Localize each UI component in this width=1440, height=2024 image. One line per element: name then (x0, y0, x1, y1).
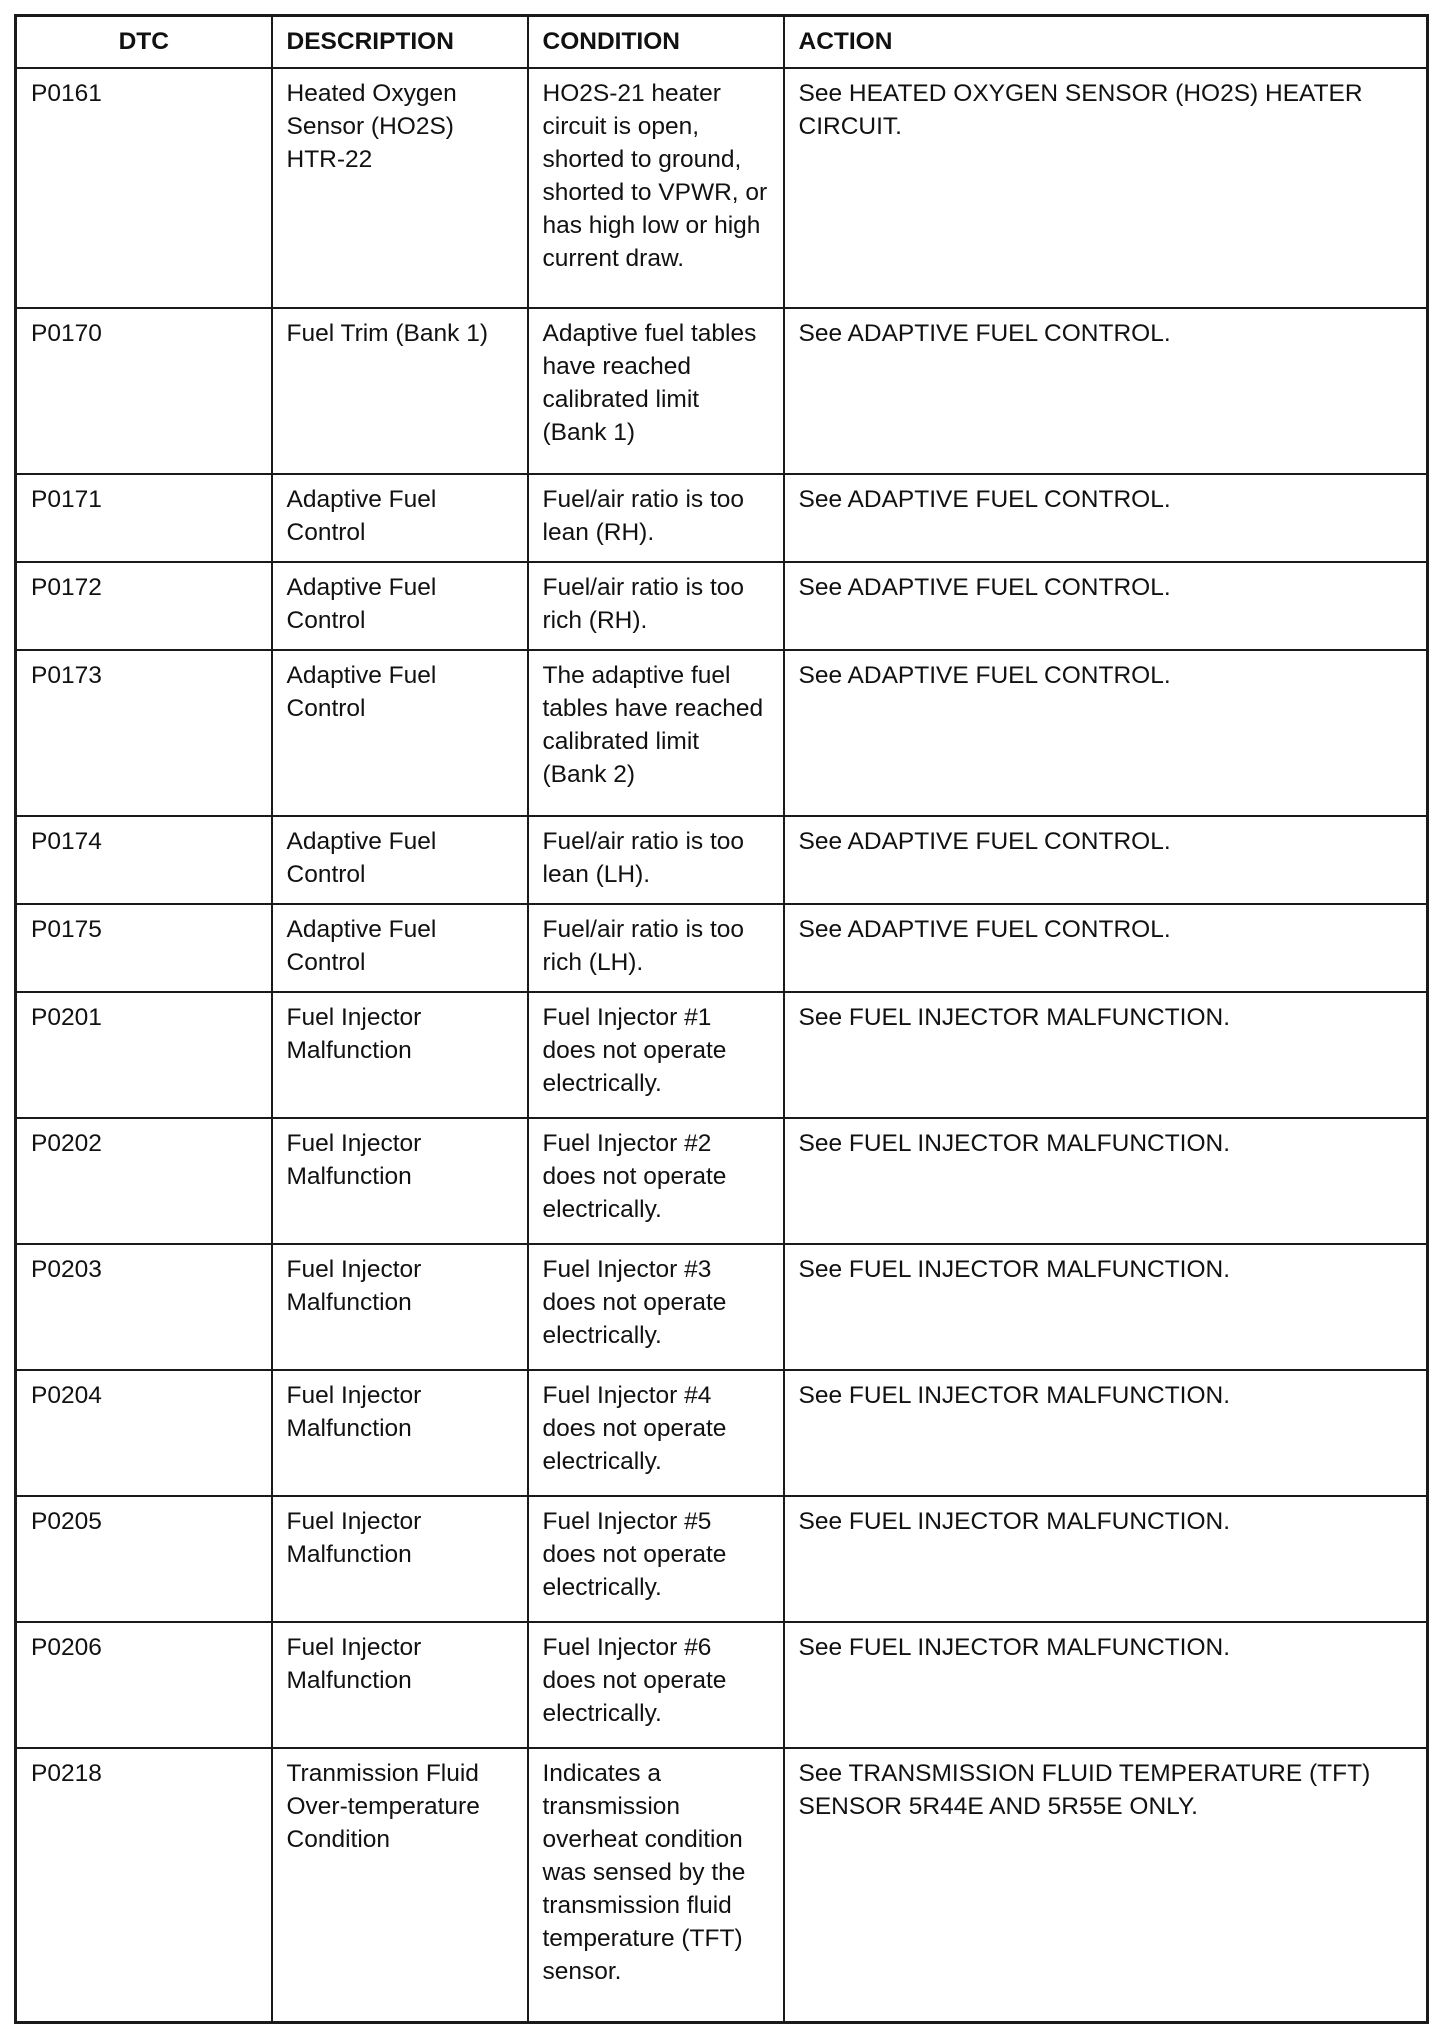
header-description: DESCRIPTION (272, 16, 528, 69)
cell-dtc: P0161 (16, 68, 272, 308)
table-row (16, 1370, 1428, 1496)
cell-description: Adaptive Fuel Control (272, 474, 528, 562)
table-row (16, 904, 1428, 992)
cell-dtc: P0174 (16, 816, 272, 904)
cell-action: See TRANSMISSION FLUID TEMPERATURE (TFT) SENSOR 5R44E AND 5R55E ONLY. (784, 1748, 1428, 2022)
cell-condition: The adaptive fuel tables have reached calibrated limit (Bank 2) (528, 650, 784, 816)
cell-condition: Fuel Injector #2 does not operate electrically. (528, 1118, 784, 1244)
cell-dtc: P0206 (16, 1622, 272, 1748)
cell-dtc: P0170 (16, 308, 272, 474)
table-row (16, 1748, 1428, 2022)
cell-description: Tranmission Fluid Over-temperature Condition (272, 1748, 528, 2022)
cell-condition: Adaptive fuel tables have reached calibrated limit (Bank 1) (528, 308, 784, 474)
table-row (16, 68, 1428, 308)
cell-description: Heated Oxygen Sensor (HO2S) HTR-22 (272, 68, 528, 308)
cell-description: Fuel Injector Malfunction (272, 992, 528, 1118)
table-row (16, 1244, 1428, 1370)
cell-description: Fuel Injector Malfunction (272, 1622, 528, 1748)
cell-action: See FUEL INJECTOR MALFUNCTION. (784, 1244, 1428, 1370)
cell-action: See FUEL INJECTOR MALFUNCTION. (784, 1496, 1428, 1622)
cell-description: Fuel Injector Malfunction (272, 1370, 528, 1496)
cell-description: Fuel Injector Malfunction (272, 1118, 528, 1244)
cell-condition: Fuel Injector #1 does not operate electrically. (528, 992, 784, 1118)
cell-description: Fuel Injector Malfunction (272, 1496, 528, 1622)
table-body (16, 68, 1428, 2022)
cell-dtc: P0175 (16, 904, 272, 992)
table-row (16, 992, 1428, 1118)
cell-condition: Fuel/air ratio is too rich (RH). (528, 562, 784, 650)
cell-description: Adaptive Fuel Control (272, 562, 528, 650)
cell-action: See ADAPTIVE FUEL CONTROL. (784, 816, 1428, 904)
document-page (14, 14, 1426, 2024)
cell-dtc: P0204 (16, 1370, 272, 1496)
header-dtc: DTC (16, 16, 272, 69)
table-row (16, 650, 1428, 816)
cell-action: See HEATED OXYGEN SENSOR (HO2S) HEATER CIRCUIT. (784, 68, 1428, 308)
cell-condition: Fuel Injector #5 does not operate electrically. (528, 1496, 784, 1622)
table-row (16, 474, 1428, 562)
cell-dtc: P0205 (16, 1496, 272, 1622)
cell-dtc: P0171 (16, 474, 272, 562)
cell-action: See ADAPTIVE FUEL CONTROL. (784, 650, 1428, 816)
table-row (16, 562, 1428, 650)
table-row (16, 1622, 1428, 1748)
table-row (16, 1496, 1428, 1622)
cell-action: See FUEL INJECTOR MALFUNCTION. (784, 1118, 1428, 1244)
cell-action: See ADAPTIVE FUEL CONTROL. (784, 904, 1428, 992)
cell-description: Fuel Trim (Bank 1) (272, 308, 528, 474)
cell-description: Adaptive Fuel Control (272, 904, 528, 992)
cell-condition: Fuel/air ratio is too rich (LH). (528, 904, 784, 992)
cell-condition: Fuel Injector #6 does not operate electrically. (528, 1622, 784, 1748)
cell-condition: Fuel/air ratio is too lean (LH). (528, 816, 784, 904)
cell-action: See FUEL INJECTOR MALFUNCTION. (784, 1622, 1428, 1748)
cell-description: Adaptive Fuel Control (272, 816, 528, 904)
cell-description: Fuel Injector Malfunction (272, 1244, 528, 1370)
cell-action: See ADAPTIVE FUEL CONTROL. (784, 562, 1428, 650)
cell-action: See ADAPTIVE FUEL CONTROL. (784, 308, 1428, 474)
cell-action: See FUEL INJECTOR MALFUNCTION. (784, 992, 1428, 1118)
cell-dtc: P0203 (16, 1244, 272, 1370)
cell-description: Adaptive Fuel Control (272, 650, 528, 816)
dtc-table (14, 14, 1429, 2024)
cell-condition: Fuel Injector #3 does not operate electrically. (528, 1244, 784, 1370)
cell-dtc: P0202 (16, 1118, 272, 1244)
cell-dtc: P0172 (16, 562, 272, 650)
cell-dtc: P0173 (16, 650, 272, 816)
header-action: ACTION (784, 16, 1428, 69)
cell-action: See FUEL INJECTOR MALFUNCTION. (784, 1370, 1428, 1496)
cell-dtc: P0218 (16, 1748, 272, 2022)
table-row (16, 1118, 1428, 1244)
cell-dtc: P0201 (16, 992, 272, 1118)
table-row (16, 816, 1428, 904)
table-row (16, 308, 1428, 474)
header-condition: CONDITION (528, 16, 784, 69)
cell-action: See ADAPTIVE FUEL CONTROL. (784, 474, 1428, 562)
cell-condition: HO2S-21 heater circuit is open, shorted to ground, shorted to VPWR, or has high low or high current draw. (528, 68, 784, 308)
cell-condition: Fuel/air ratio is too lean (RH). (528, 474, 784, 562)
cell-condition: Fuel Injector #4 does not operate electrically. (528, 1370, 784, 1496)
cell-condition: Indicates a transmission overheat condition was sensed by the transmission fluid temperature (TFT) sensor. (528, 1748, 784, 2022)
table-header-row (16, 16, 1428, 69)
